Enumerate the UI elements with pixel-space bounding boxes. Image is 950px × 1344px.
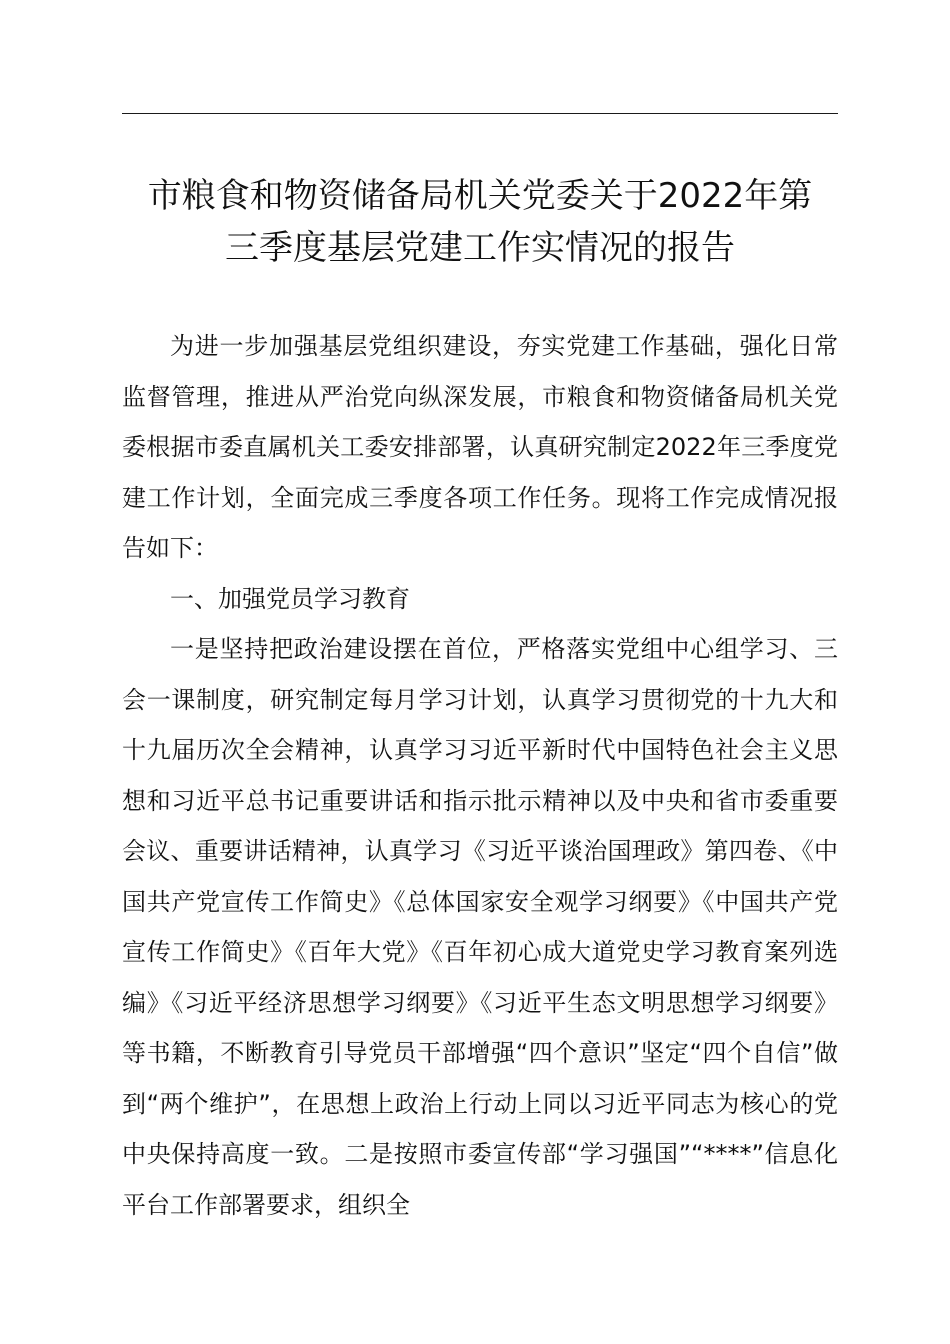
title-line-2: 三季度基层党建工作实情况的报告 xyxy=(225,228,735,268)
header-rule xyxy=(122,113,838,114)
body-paragraph: 一是坚持把政治建设摆在首位，严格落实党组中心组学习、三会一课制度，研究制定每月学习计划，认真学习贯彻党的十九大和十九届历次全会精神，认真学习习近平新时代中国特色社会主义思想和习近平总书记重要讲话和指示批示精神以及中央和省市委重要会议、重要讲话精神，认真学习《习近平谈治国理政》第四卷、《中国共产党宣传工作简史》《总体国家安全观学习纲要》《中国共产党宣传工作简史》《百年大党》《百年初心成大道党史学习教育案列选编》《习近平经济思想学习纲要》《习近平生态文明思想学习纲要》等书籍，不断教育引导党员干部增强“四个意识”坚定“四个自信”做到“两个维护”，在思想上政治上行动上同以习近平同志为核心的党中央保持高度一致。二是按照市委宣传部“学习强国”“****”信息化平台工作部署要求，组织全 xyxy=(122,635,838,1219)
document-body xyxy=(122,321,838,1230)
title-line-1: 市粮食和物资储备局机关党委关于2022年第 xyxy=(147,176,813,216)
intro-paragraph: 为进一步加强基层党组织建设，夯实党建工作基础，强化日常监督管理，推进从严治党向纵深发展，市粮食和物资储备局机关党委根据市委直属机关工委安排部署，认真研究制定2022年三季度党建工作计划，全面完成三季度各项工作任务。现将工作完成情况报告如下： xyxy=(122,332,838,562)
section-heading-1: 一、加强党员学习教育 xyxy=(170,584,410,613)
document-title xyxy=(122,170,838,274)
